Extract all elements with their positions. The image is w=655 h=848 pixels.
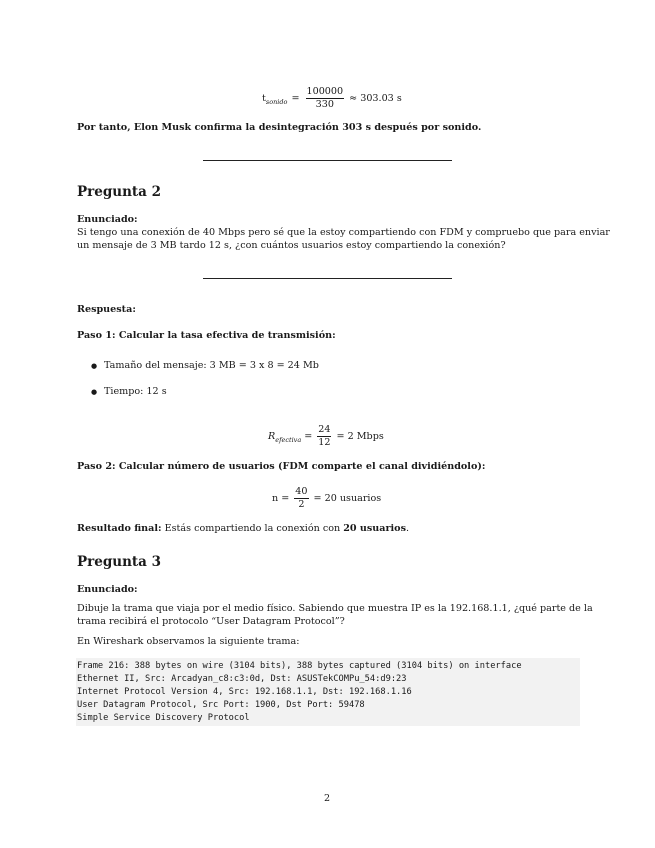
- fraction: [306, 86, 345, 111]
- resultado-label: Resultado final:: [77, 523, 162, 534]
- code-line: Frame 216: 388 bytes on wire (3104 bits), 388 bytes captured (3104 bits) on interface: [77, 661, 522, 671]
- fraction-numerator: 24: [318, 424, 331, 435]
- eq-approx: ≈ 303.03 s: [349, 93, 402, 104]
- equation-t-sonido: [262, 86, 402, 111]
- eq-lhs-var: t: [262, 93, 266, 104]
- respuesta-label: Respuesta:: [77, 304, 136, 315]
- conclusion-text: Por tanto, Elon Musk confirma la desintegración 303 s después por sonido.: [77, 122, 482, 133]
- resultado-text: Estás compartiendo la conexión con: [161, 523, 344, 534]
- divider: [203, 278, 452, 279]
- fraction-denominator: 330: [315, 99, 334, 110]
- enunciado-label: Enunciado:: [77, 584, 138, 595]
- equation-n: [272, 486, 381, 511]
- eq-lhs-sub: efectiva: [275, 435, 302, 444]
- section-title-pregunta-2: Pregunta 2: [77, 184, 161, 200]
- enunciado-label: Enunciado:: [77, 214, 138, 225]
- eq-rhs: = 20 usuarios: [313, 493, 382, 504]
- fraction-denominator: 2: [298, 499, 305, 510]
- paso-1-heading: Paso 1: Calcular la tasa efectiva de transmisión:: [77, 330, 336, 341]
- bullet-item-tiempo: Tiempo: 12 s: [104, 386, 167, 397]
- eq-lhs: n =: [272, 493, 290, 504]
- enunciado-line-2: un mensaje de 3 MB tardo 12 s, ¿con cuántos usuarios estoy compartiendo la conexión?: [77, 240, 506, 251]
- eq-lhs-var: R: [268, 431, 276, 442]
- bullet-item-tamano: Tamaño del mensaje: 3 MB = 3 x 8 = 24 Mb: [104, 360, 319, 371]
- eq-rhs: = 2 Mbps: [336, 431, 384, 442]
- fraction-numerator: 100000: [306, 86, 344, 97]
- bullet-icon: ●: [91, 362, 98, 370]
- enunciado-line-2: trama recibirá el protocolo “User Datagram Protocol”?: [77, 616, 345, 627]
- eq-sign: =: [304, 431, 313, 442]
- enunciado-line-1: Si tengo una conexión de 40 Mbps pero sé que la estoy compartiendo con FDM y compruebo que para enviar: [77, 227, 610, 238]
- enunciado-line-1: Dibuje la trama que viaja por el medio físico. Sabiendo que muestra IP es la 192.168.1.1, ¿qué parte de la: [77, 603, 593, 614]
- wireshark-intro: En Wireshark observamos la siguiente trama:: [77, 636, 300, 647]
- equation-r-efectiva: [268, 424, 384, 449]
- code-line: Ethernet II, Src: Arcadyan_c8:c3:0d, Dst: ASUSTekCOMPu_54:d9:23: [77, 674, 407, 684]
- resultado-end: .: [405, 523, 410, 534]
- resultado-bold: 20 usuarios: [343, 523, 406, 534]
- code-line: Internet Protocol Version 4, Src: 192.168.1.1, Dst: 192.168.1.16: [77, 687, 412, 697]
- resultado-final: [77, 523, 409, 536]
- bullet-icon: ●: [91, 388, 98, 396]
- fraction-numerator: 40: [295, 486, 308, 497]
- paso-2-heading: Paso 2: Calcular número de usuarios (FDM comparte el canal dividiéndolo):: [77, 461, 486, 472]
- section-title-pregunta-3: Pregunta 3: [77, 554, 161, 570]
- page-number: 2: [324, 793, 331, 804]
- code-line: User Datagram Protocol, Src Port: 1900, Dst Port: 59478: [77, 700, 365, 710]
- fraction: [317, 424, 331, 449]
- code-line: Simple Service Discovery Protocol: [77, 713, 250, 723]
- divider: [203, 160, 452, 161]
- eq-lhs-sub: sonido: [265, 97, 288, 106]
- fraction: [294, 486, 308, 511]
- code-block: [76, 658, 580, 726]
- fraction-denominator: 12: [318, 437, 331, 448]
- eq-sign: =: [291, 93, 300, 104]
